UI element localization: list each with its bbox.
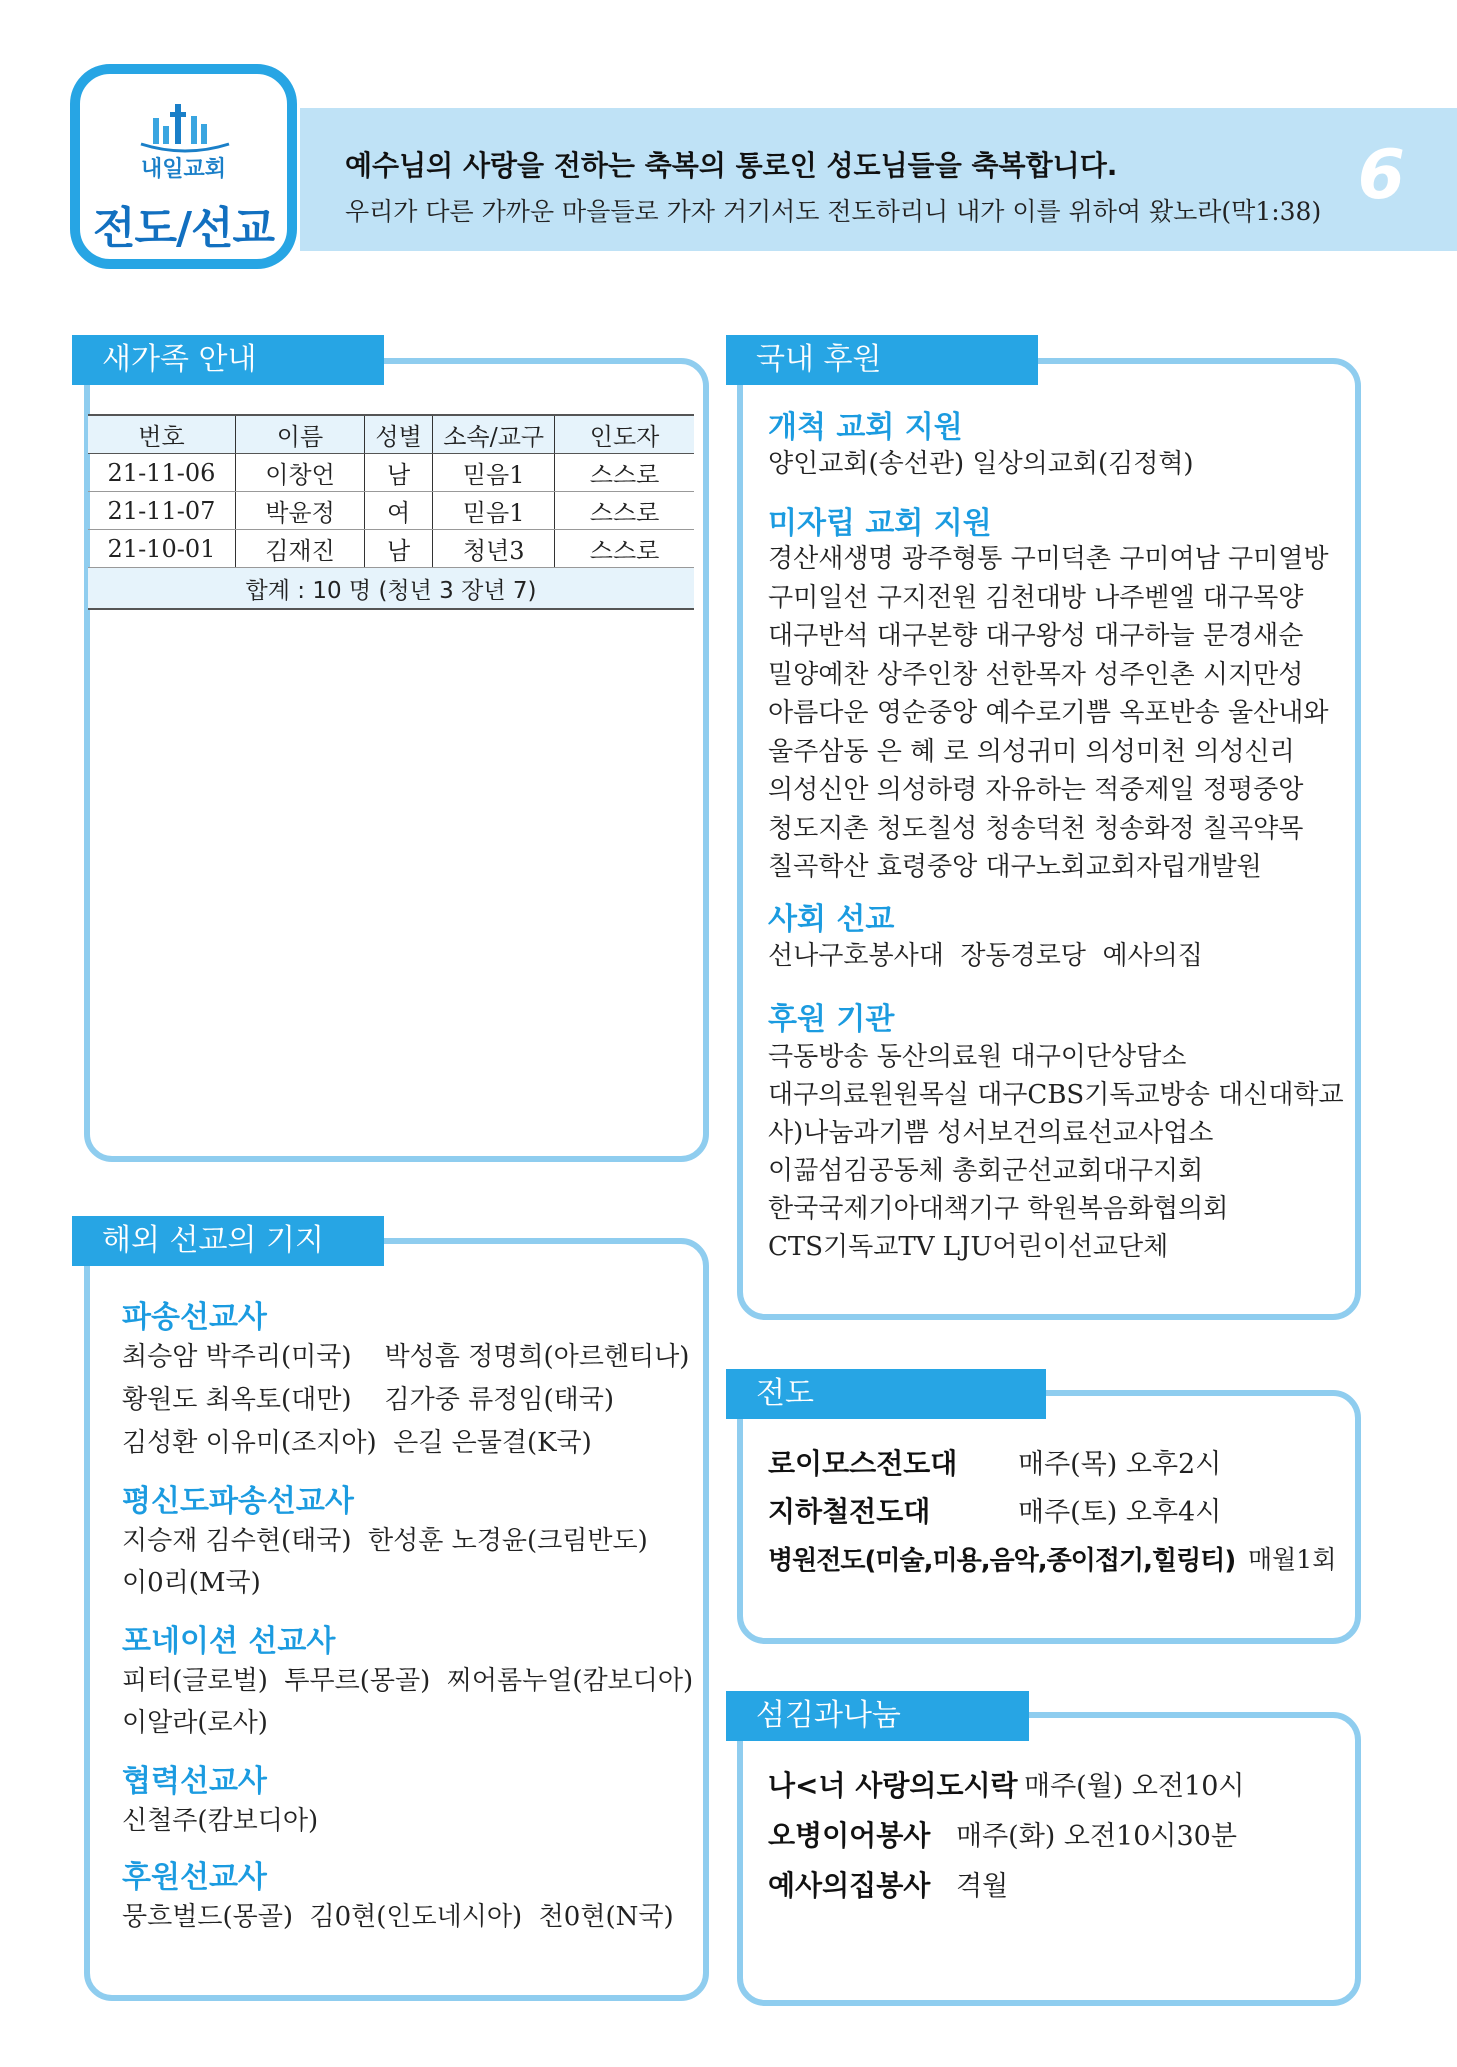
table-cell: 박윤정 bbox=[235, 492, 364, 530]
table-header-row bbox=[88, 415, 694, 454]
column-header: 성별 bbox=[365, 415, 433, 454]
table-cell: 21-11-07 bbox=[88, 492, 235, 530]
section-title: 전도/선교 bbox=[92, 203, 275, 254]
overseas-group-line: 지승재 김수현(태국) 한성훈 노경윤(크림반도) bbox=[122, 1526, 648, 1556]
schedule-value: 매주(화) 오전10시30분 bbox=[956, 1821, 1237, 1852]
table-cell: 스스로 bbox=[555, 454, 694, 492]
domestic-group-line: 청도지촌 청도칠성 청송덕천 청송화정 칠곡약목 bbox=[768, 814, 1304, 844]
overseas-group-title: 파송선교사 bbox=[122, 1300, 267, 1335]
table-cell: 남 bbox=[365, 530, 433, 568]
church-logo-box bbox=[70, 64, 297, 269]
domestic-group-line: 경산새생명 광주형통 구미덕촌 구미여남 구미열방 bbox=[768, 544, 1329, 574]
domestic-group-line: 아름다운 영순중앙 예수로기쁨 옥포반송 울산내와 bbox=[768, 698, 1329, 728]
domestic-group-line: 대구의료원원목실 대구CBS기독교방송 대신대학교 bbox=[768, 1080, 1344, 1110]
schedule-value: 격월 bbox=[956, 1871, 1009, 1902]
domestic-group-line: 울주삼동 은 혜 로 의성귀미 의성미천 의성신리 bbox=[768, 737, 1295, 767]
schedule-label: 나<너 사랑의도시락 bbox=[768, 1769, 1018, 1802]
service-tab: 섬김과나눔 bbox=[726, 1691, 1029, 1741]
total-cell: 합계 : 10 명 (청년 3 장년 7) bbox=[88, 568, 694, 610]
table-cell: 21-10-01 bbox=[88, 530, 235, 568]
domestic-group-line: 칠곡학산 효령중앙 대구노회교회자립개발원 bbox=[768, 852, 1262, 882]
domestic-group-title: 후원 기관 bbox=[768, 1002, 895, 1037]
domestic-group-line: 극동방송 동산의료원 대구이단상담소 bbox=[768, 1042, 1187, 1072]
new-family-tab: 새가족 안내 bbox=[72, 335, 384, 385]
overseas-group-line: 최승암 박주리(미국) 박성흠 정명희(아르헨티나) bbox=[122, 1342, 690, 1372]
domestic-support-tab: 국내 후원 bbox=[726, 335, 1038, 385]
overseas-group-title: 협력선교사 bbox=[122, 1764, 267, 1799]
table-cell: 21-11-06 bbox=[88, 454, 235, 492]
overseas-group-title: 포네이션 선교사 bbox=[122, 1624, 336, 1659]
table-cell: 이창언 bbox=[235, 454, 364, 492]
table-cell: 스스로 bbox=[555, 492, 694, 530]
overseas-tab: 해외 선교의 기지 bbox=[72, 1216, 384, 1266]
overseas-group-line: 이알라(로사) bbox=[122, 1708, 268, 1738]
overseas-group-line: 뭉흐벌드(몽골) 김0현(인도네시아) 천0현(N국) bbox=[122, 1902, 674, 1932]
page-number: 6 bbox=[1357, 136, 1405, 215]
schedule-label: 병원전도(미술,미용,음악,종이접기,힐링티) bbox=[768, 1546, 1236, 1576]
service-panel bbox=[737, 1712, 1361, 2006]
domestic-group-line: 양인교회(송선관) 일상의교회(김정혁) bbox=[768, 449, 1194, 479]
overseas-group-line: 이0리(M국) bbox=[122, 1568, 261, 1598]
domestic-group-title: 미자립 교회 지원 bbox=[768, 506, 992, 541]
schedule-label: 오병이어봉사 bbox=[768, 1819, 931, 1852]
domestic-group-line: CTS기독교TV LJU어린이선교단체 bbox=[768, 1232, 1169, 1262]
domestic-group-line: 대구반석 대구본향 대구왕성 대구하늘 문경새순 bbox=[768, 621, 1304, 651]
table-cell: 스스로 bbox=[555, 530, 694, 568]
table-cell: 청년3 bbox=[433, 530, 555, 568]
table-cell: 믿음1 bbox=[433, 492, 555, 530]
schedule-value: 매월1회 bbox=[1248, 1545, 1337, 1574]
domestic-group-line: 사)나눔과기쁨 성서보건의료선교사업소 bbox=[768, 1118, 1214, 1148]
overseas-group-title: 후원선교사 bbox=[122, 1860, 267, 1895]
column-header: 번호 bbox=[88, 415, 235, 454]
logo-name: 내일교회 bbox=[140, 157, 226, 182]
column-header: 소속/교구 bbox=[433, 415, 555, 454]
schedule-value: 매주(월) 오전10시 bbox=[1024, 1771, 1245, 1802]
domestic-group-line: 구미일선 구지전원 김천대방 나주벧엘 대구목양 bbox=[768, 583, 1304, 613]
domestic-group-title: 사회 선교 bbox=[768, 902, 895, 937]
schedule-label: 예사의집봉사 bbox=[768, 1869, 931, 1902]
overseas-group-line: 피터(글로벌) 투무르(몽골) 찌어롬누얼(캄보디아) bbox=[122, 1666, 694, 1696]
domestic-group-line: 밀양예찬 상주인창 선한목자 성주인촌 시지만성 bbox=[768, 660, 1304, 690]
column-header: 이름 bbox=[235, 415, 364, 454]
domestic-group-line: 의성신안 의성하령 자유하는 적중제일 정평중앙 bbox=[768, 775, 1304, 805]
header-band bbox=[300, 108, 1457, 251]
domestic-group-line: 한국국제기아대책기구 학원복음화협의회 bbox=[768, 1194, 1229, 1224]
column-header: 인도자 bbox=[555, 415, 694, 454]
schedule-label: 지하철전도대 bbox=[768, 1495, 931, 1528]
table-row bbox=[88, 530, 694, 568]
table-cell: 남 bbox=[365, 454, 433, 492]
domestic-group-title: 개척 교회 지원 bbox=[768, 410, 963, 445]
overseas-group-line: 신철주(캄보디아) bbox=[122, 1806, 319, 1836]
table-row bbox=[88, 492, 694, 530]
table-cell: 믿음1 bbox=[433, 454, 555, 492]
overseas-group-line: 황원도 최옥토(대만) 김가중 류정임(태국) bbox=[122, 1385, 615, 1415]
new-family-table bbox=[88, 414, 694, 610]
table-cell: 김재진 bbox=[235, 530, 364, 568]
table-cell: 여 bbox=[365, 492, 433, 530]
overseas-group-line: 김성환 이유미(조지아) 은길 은물결(K국) bbox=[122, 1428, 592, 1458]
overseas-group-title: 평신도파송선교사 bbox=[122, 1484, 354, 1519]
header-headline: 예수님의 사랑을 전하는 축복의 통로인 성도님들을 축복합니다. bbox=[345, 149, 1118, 182]
schedule-value: 매주(토) 오후4시 bbox=[1018, 1497, 1222, 1528]
schedule-value: 매주(목) 오후2시 bbox=[1018, 1449, 1222, 1480]
table-total-row bbox=[88, 568, 694, 610]
domestic-group-line: 선나구호봉사대 장동경로당 예사의집 bbox=[768, 941, 1203, 971]
header-scripture: 우리가 다른 가까운 마을들로 가자 거기서도 전도하리니 내가 이를 위하여 왔노라(막1:38) bbox=[345, 197, 1322, 226]
domestic-group-line: 이끎섬김공동체 총회군선교회대구지회 bbox=[768, 1156, 1204, 1186]
schedule-label: 로이모스전도대 bbox=[768, 1447, 958, 1480]
table-row bbox=[88, 454, 694, 492]
evangelism-tab: 전도 bbox=[726, 1369, 1046, 1419]
